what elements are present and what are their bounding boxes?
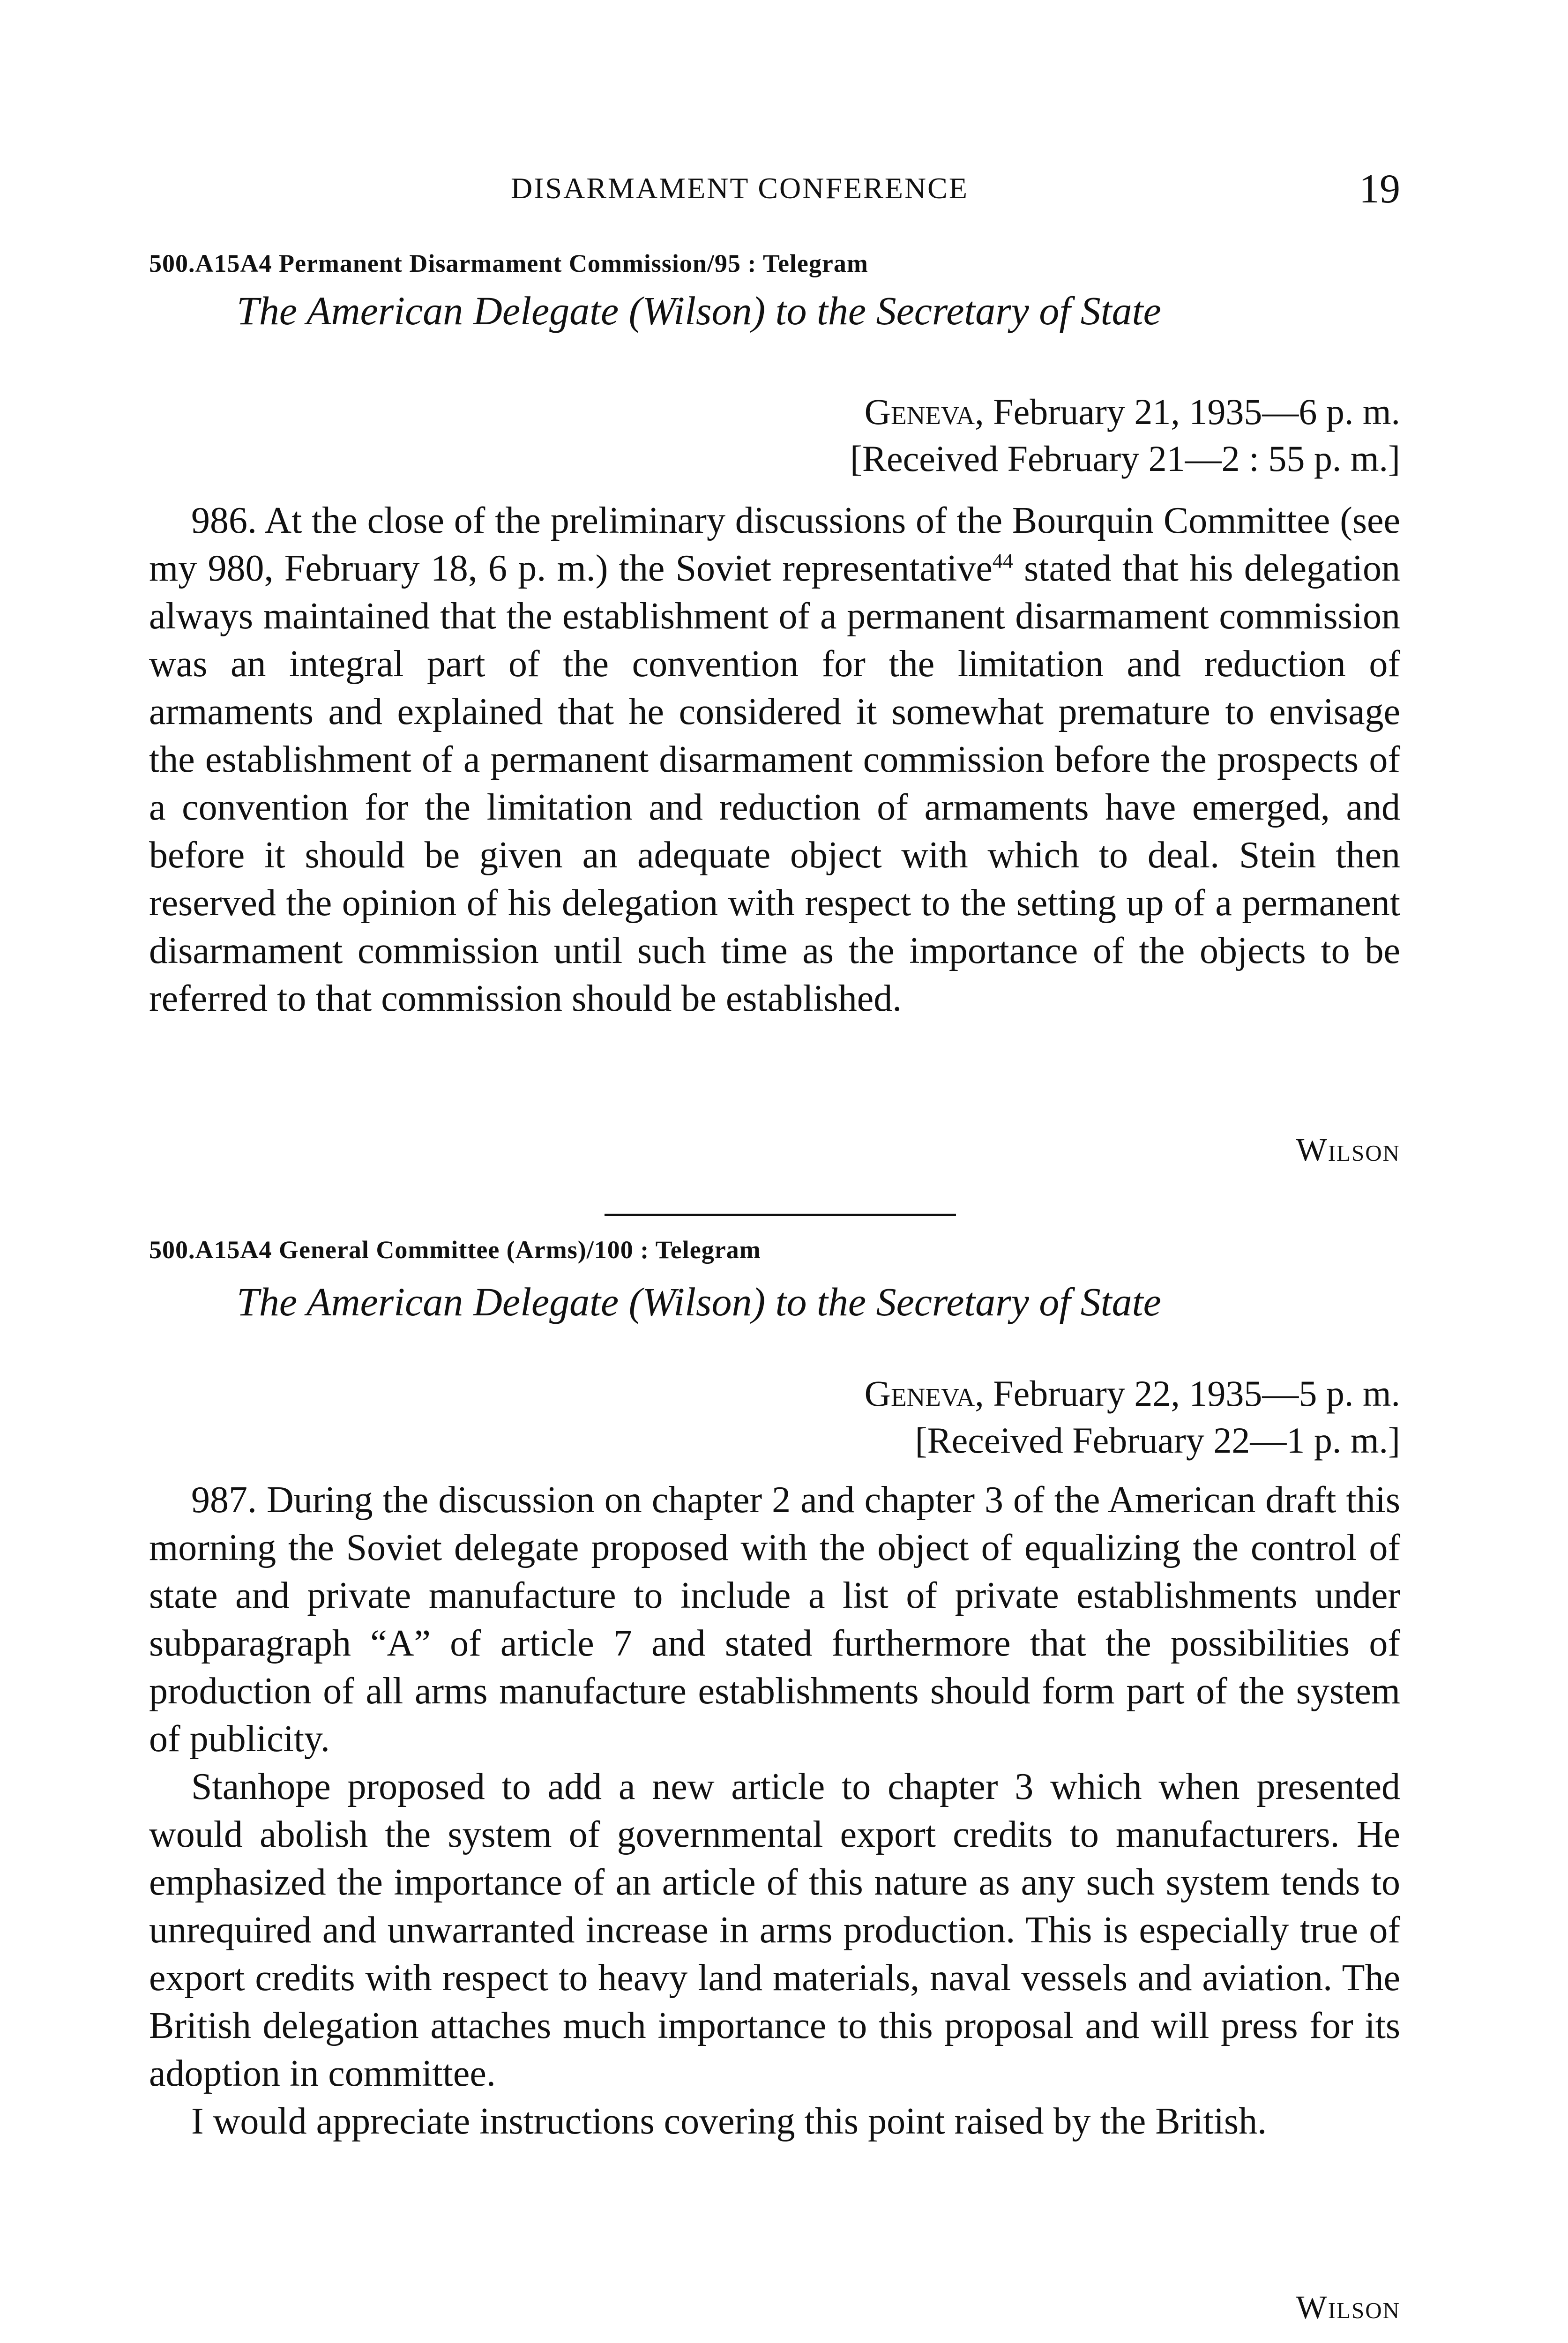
dateline-2 [865,1375,1400,1412]
paragraph-text-start: 986. At the close of the preliminary discussions of the Bourquin Committee (see my 980, February 18, 6 p. m.) the Soviet representative [149,500,1400,589]
signature-2: Wilson [1296,2290,1400,2326]
dateline-place-1: Geneva, [864,391,984,432]
paragraph: I would appreciate instructions covering this point raised by the British. [191,2101,1267,2142]
dateline-place-2: Geneva, [864,1373,984,1414]
paragraph-text-end: stated that his delegation always maintained that the establishment of a permanent disarmament commission was an integral part of the convention for the limitation and reduction of armaments and explained that he considered it somewhat premature to envisage the establishment of a permanent disarmament commission before the prospects of a convention for the limitation and reduction of armaments have emerged, and before it should be given an adequate object with which to deal. Stein then reserved the opinion of his delegation with respect to the setting up of a permanent disarmament commission until such time as the importance of the objects to be referred to that commission should be established. [149,548,1401,1019]
running-title: DISARMAMENT CONFERENCE [511,172,969,205]
dateline-date-1: February 21, 1935—6 p. m. [984,391,1400,432]
document-title-2: The American Delegate (Wilson) to the Secretary of State [237,1279,1161,1324]
document-title-1: The American Delegate (Wilson) to the Secretary of State [237,288,1161,333]
paragraph: Stanhope proposed to add a new article to chapter 3 which when presented would abolish the system of governmental export credits to manufacturers. He emphasized the importance of an article of this nature as any such system tends to unrequired and unwarranted increase in arms production. This is especially true of export credits with respect to heavy land materials, naval vessels and aviation. The British delegation attaches much importance to this proposal and will press for its adoption in committee. [149,1766,1400,2094]
signature-1: Wilson [1296,1132,1400,1168]
dateline-date-2: February 22, 1935—5 p. m. [984,1373,1400,1414]
section-separator [605,1214,956,1216]
paragraph: 987. During the discussion on chapter 2 and chapter 3 of the American draft this morning the Soviet delegate proposed with the object of equalizing the control of state and private manufacture to include a list of private establishments under subparagraph “A” of article 7 and stated furthermore that the possibilities of production of all arms manufacture establishments should form part of the system of publicity. [149,1479,1400,1760]
telegram-body-2 [149,1476,1400,2145]
received-line-1: [Received February 21—2 : 55 p. m.] [850,438,1400,479]
file-reference-2: 500.A15A4 General Committee (Arms)/100 : Telegram [149,1236,761,1264]
file-reference-1: 500.A15A4 Permanent Disarmament Commission/95 : Telegram [149,249,868,277]
footnote-reference: 44 [992,549,1013,573]
received-line-2: [Received February 22—1 p. m.] [915,1420,1400,1461]
paragraph [149,497,1400,1022]
dateline-1 [864,391,1400,432]
telegram-body-1 [149,497,1400,1022]
page-number: 19 [1359,166,1400,212]
